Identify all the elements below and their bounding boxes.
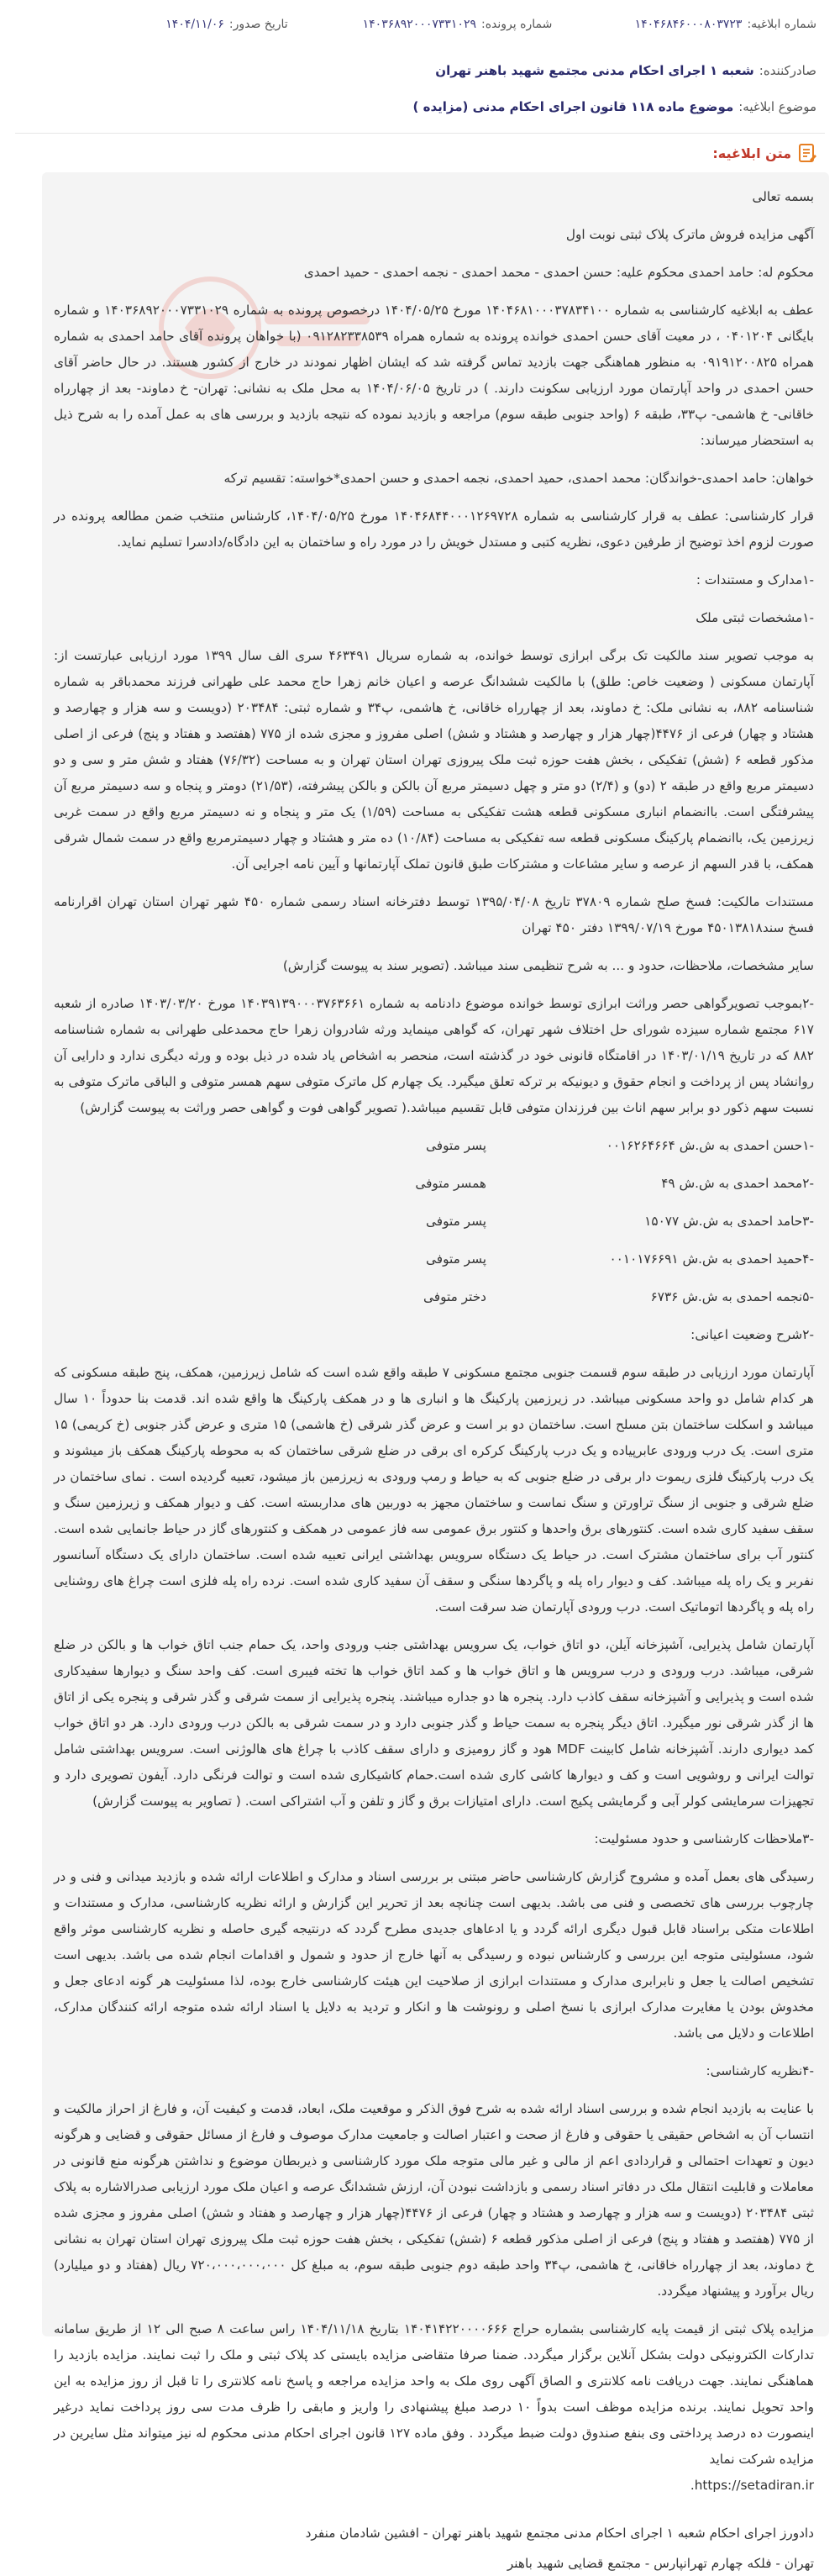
subject xyxy=(413,99,816,114)
divider xyxy=(15,133,825,134)
issue-date-value: ۱۴۰۴/۱۱/۰۶ xyxy=(165,18,224,31)
heir-name: -۴حمید احمدی به ش.ش ۰۰۱۰۱۷۶۶۹۱ xyxy=(609,1251,814,1267)
paragraph-building: آپارتمان مورد ارزیابی در طبقه سوم قسمت جنوبی مجتمع مسکونی ۷ طبقه واقع شده است که شامل زیرزمین، همکف، پنج طبقه مسکونی که هر کدام شامل دو واحد مسکونی میباشد. در زیرزمین پارکینگ ها و انباری ها و در همکف پارکینگ ها واقع شده اند. قدمت بنا حدوداً ۱۰ سال میباشد و اسکلت ساختمان بتن مسلح است. ساختمان دو بر است و عرض گذر شرقی (خ هاشمی) ۱۵ متری و عرض گذر جنوبی (خ کریمی) ۱۵ متری است. یک درب ورودی عابرپیاده و یک درب پارکینگ کرکره ای برقی در ضلع شرقی ساختمان که به محوطه پارکینگ همکف باز میشوند و یک درب پارکینگ فلزی ریموت دار برقی در ضلع جنوبی که به حیاط و رمپ ورودی به زیرزمین باز میشود، تعبیه گردیده است . نمای ساختمان در ضلع شرقی و جنوبی از سنگ تراورتن و سنگ نماست و ساختمان مجهز به دوربین های مداربسته است. کف و دیوار همکف و زیرزمین سنگ و سقف سفید کاری شده است. کنتورهای برق واحدها و کنتور برق عمومی سه فاز عمومی در همکف و کنتورهای گاز در حیاط جانمایی شده است. کنتور آب برای ساختمان مشترک است. در حیاط یک دستگاه سرویس بهداشتی ایرانی تعبیه شده است. ساختمان دارای یک دستگاه آسانسور نفربر و یک راه پله میباشد. کف و دیوار راه پله و پاگردها سنگی و سقف آن سفید کاری شده است. نرده راه پله فلزی است چراغ های روشنایی راه پله و پاگردها اتوماتیک است. درب ورودی آپارتمان ضد سرقت است. xyxy=(54,1365,814,1615)
header-meta xyxy=(0,0,840,49)
registry-heading: -۱مشخصات ثبتی ملک xyxy=(696,610,814,625)
heir-relation: پسر متوفی xyxy=(426,1138,486,1153)
paragraph-ownership: مستندات مالکیت: فسخ صلح شماره ۳۷۸۰۹ تاریخ ۱۳۹۵/۰۴/۰۸ توسط دفترخانه اسناد رسمی شماره ۴۵۰ شهر تهران استان تهران اقرارنامه فسخ سند۴۵۰۱۳۸۱۸ مورخ ۱۳۹۹/۰۷/۱۹ دفتر ۴۵۰ تهران xyxy=(54,894,814,935)
sender-label: صادرکننده: xyxy=(759,63,816,78)
heir-name: -۲محمد احمدی به ش.ش ۴۹ xyxy=(661,1176,814,1191)
paragraph-responsibility: رسیدگی های بعمل آمده و مشروح گزارش کارشناسی حاضر مبتنی بر بررسی اسناد و مدارک و اطلاعات ارائه شده و بازدید میدانی و فنی و در چارچوب بررسی های تخصصی و فنی می باشد. بدیهی است چنانچه بعد از تحریر این گزارش و ارائه نظریه کارشناسی، مدارک و مستندات و اطلاعات متکی براسناد قابل قبول دیگری ارائه گردد و یا ادعاهای جدیدی مطرح گردد که درنتیجه گیری حاصله و نظریه کارشناسی موثر واقع شود، مسئولیتی متوجه این بررسی و کارشناس نبوده و رسیدگی به آنها خارج از حدود و شمول و اقدامات انجام شده می باشد. بدیهی است تشخیص اصالت یا جعل و نابرابری مدارک و مستندات ابرازی از صلاحیت این هیئت کارشناسی خارج بوده، لذا مسئولیت هر گونه ادعای جعل و مخدوش بودن یا مغایرت مدارک ابرازی با نسخ اصلی و رونوشت ها و انکار و تردید به دلایل یا اسناد ارائه شده متوجه ارائه کنندگان مدارک، اطلاعات و دلایل می باشد. xyxy=(54,1869,814,2041)
subject-label: موضوع ابلاغیه: xyxy=(738,99,816,114)
website-link[interactable]: https://setadiran.ir. xyxy=(690,2478,814,2493)
subject-value: موضوع ماده ۱۱۸ قانون اجرای احکام مدنی (مزایده ) xyxy=(412,99,734,114)
judgment-parties: محکوم له: حامد احمدی محکوم علیه: حسن احمدی - محمد احمدی - نجمه احمدی - حمید احمدی xyxy=(303,265,814,280)
opinion-heading: -۴نظریه کارشناسی: xyxy=(706,2063,814,2078)
heir-relation: پسر متوفی xyxy=(426,1251,486,1267)
heir-row xyxy=(54,1171,814,1197)
paragraph-expert-order: قرار کارشناسی: عطف به قرار کارشناسی به شماره ۱۴۰۴۶۸۴۴۰۰۰۱۲۶۹۷۲۸ مورخ ۱۴۰۴/۰۵/۲۵، کارشناس منتخب ضمن مطالعه پرونده در صورت لزوم اخذ توضیح از طرفین دعوی، نظریه کتبی و مستدل خویش را در مورد راه و ساختمان به این دادگاه/دادسرا تسلیم نماید. xyxy=(54,508,814,550)
paragraph-auction: مزایده پلاک ثبتی از قیمت پایه کارشناسی بشماره حراج ۱۴۰۴۱۴۲۲۰۰۰۰۶۶۶ بتاریخ ۱۴۰۴/۱۱/۱۸ راس ساعت ۸ صبح الی ۱۲ از طریق سامانه تدارکات الکترونیکی دولت بشکل آنلاین برگزار میگردد. ضمنا صرفا متقاضی مزایده بایستی کد پلاک ثبتی و ملک را ثبت نمایند. مزایده بازدید را هماهنگی نمایند. جهت دریافت نامه کلانتری و الصاق آگهی روی ملک به واحد مزایده مراجعه و پاسخ نامه کلانتری را تا قبل از روز مزایده به این واحد تحویل نمایند. برنده مزایده موظف است بدواً ۱۰ درصد مبلغ پیشنهادی را واریز و مابقی را ظرف مدت سی روز پرداخت نماید درغیر اینصورت ده درصد پرداختی وی بنفع صندوق دولت ضبط میگردد . وفق ماده ۱۲۷ قانون اجرای احکام مدنی محکوم له نیز میتواند مثل سایرین در مزایده شرکت نماید xyxy=(54,2321,815,2467)
document-icon xyxy=(798,143,816,163)
notice-number-value: ۱۴۰۴۶۸۴۶۰۰۰۸۰۳۷۲۳ xyxy=(634,18,743,31)
notes-heading: -۳ملاحظات کارشناسی و حدود مسئولیت: xyxy=(594,1831,814,1846)
documents-heading: -۱مدارک و مستندات : xyxy=(696,572,814,587)
heir-name: -۳حامد احمدی به ش.ش ۱۵۰۷۷ xyxy=(644,1214,814,1229)
paragraph-deed: به موجب تصویر سند مالکیت تک برگی ابرازی توسط خوانده، به شماره سریال ۴۶۳۴۹۱ سری الف سال ۱۳۹۹ مورد ارزیابی عبارتست از: آپارتمان مسکونی ( وضعیت خاص: طلق) با مالکیت ششدانگ عرصه و اعیان خانم زهرا حاج محمد علی طهرانی فرزند محمدباقر به شماره شناسنامه ۸۸۲، به نشانی ملک: خ دماوند، بعد از چهارراه خاقانی، خ هاشمی، پ۳۴ و شماره ثبتی: ۲۰۳۴۸۴ (دویست و سه هزار و چهارصد و هشتاد و چهار) فرعی از ۴۴۷۶(چهار هزار و چهارصد و هشتاد و شش) اصلی مفروز و مجزی شده از ۷۷۵ (هفتصد و هفتاد و پنج) فرعی از اصلی مذکور قطعه ۶ (شش) تفکیکی ، بخش هفت حوزه ثبت ملک پیروزی تهران استان تهران و به مساحت (۷۶/۳۲) هفتاد و شش متر و سی و دو دسیمتر مربع واقع در طبقه ۲ (دو) و (۲/۴) دو متر و چهل دسیمتر مربع آن بالکن و بالکن پیشرفته، (۲۱/۵۳) دومتر و پنجاه و سه دسیمتر مربع آن پیشرفتگی است. باانضمام انباری مسکونی قطعه هشت تفکیکی به مساحت (۱/۵۹) یک متر و پنجاه و نه دسیمتر مربع واقع در سمت غربی زیرزمین یک، باانضمام پارکینگ مسکونی قطعه سه تفکیکی به مساحت (۱۰/۸۴) ده متر و هشتاد و چهار دسیمترمربع واقع در سمت شمال شرقی همکف، با قدر السهم از عرصه و سایر مشاعات و مشترکات طبق قانون تملک آپارتمانها و آیین نامه اجرایی آن. xyxy=(54,648,815,872)
status-heading: -۲شرح وضعیت اعیانی: xyxy=(690,1327,814,1342)
heir-name: -۵نجمه احمدی به ش.ش ۶۷۳۶ xyxy=(650,1289,814,1304)
paragraph-apartment: آپارتمان شامل پذیرایی، آشپزخانه آیلن، دو اتاق خواب، یک سرویس بهداشتی جنب ورودی واحد، یک حمام جنب اتاق خواب ها و بالکن در ضلع شرقی، میباشد. درب ورودی و درب سرویس ها و اتاق خواب ها و کمد اتاق خواب ها تخته فیبری است. کف واحد سنگ و دیوارها سفیدکاری شده است و پذیرایی و آشپزخانه سقف کاذب دارد. پنجره ها دو جداره میباشند. پنجره پذیرایی از سمت شرقی و گذر شرقی و پنجره یکی از اتاق ها از گذر شرقی نور میگیرد. اتاق دیگر پنجره به سمت حیاط و گذر جنوبی دارد و در سمت شرقی به بالکن درب ورودی دارد. هر دو اتاق خواب کمد دیواری دارند. آشپزخانه شامل کابینت MDF هود و گاز رومیزی و دارای سقف کاذب با چراغ های هالوژنی است. سرویس بهداشتی شامل توالت ایرانی و روشویی است و کف و دیوارها کاشی کاری شده است.حمام کاشیکاری شده است و توالت فرنگی دارد. آیفون تصویری دارد و تجهیزات سرمایشی کولر آبی و گرمایشی پکیج است. دارای امتیازات برق و گاز و تلفن و آب اشتراکی است. ( تصاویر به پیوست گزارش) xyxy=(54,1637,814,1809)
paragraph-inheritance: -۲بموجب تصویرگواهی حصر وراثت ابرازی توسط خوانده موضوع دادنامه به شماره ۱۴۰۳۹۱۳۹۰۰۰۳۷۶۳۶۶۱ مورخ ۱۴۰۳/۰۳/۲۰ صادره از شعبه ۶۱۷ مجتمع شماره سیزده شورای حل اختلاف شهر تهران، که گواهی مینماید ورثه شادروان زهرا حاج محمدعلی طهرانی به شماره شناسنامه ۸۸۲ که در تاریخ ۱۴۰۳/۰۱/۱۹ در اقامتگاه قانونی خود در گذشته است، منحصر به اشخاص یاد شده در ذیل بوده و ورثه دیگری ندارد و دارایی آن روانشاد پس از پرداخت و انجام حقوق و دیونیکه بر ترکه تعلق میگیرد. یک چهارم کل ماترک متوفی سهم همسر متوفی و الباقی ماترک متوفی به نسبت سهم ذکور دو برابر سهم اناث بین فرزندان متوفی قابل تقسیم میباشد.( تصویر گواهی فوت و گواهی حصر وراثت به پیوست گزارش) xyxy=(54,996,815,1115)
case-number xyxy=(288,18,553,31)
notice-number xyxy=(552,18,816,31)
case-number-value: ۱۴۰۳۶۸۹۲۰۰۰۷۳۳۱۰۲۹ xyxy=(362,18,476,31)
sender xyxy=(435,63,816,78)
signature-address: تهران - فلکه چهارم تهرانپارس - مجتمع قضایی شهید باهنر xyxy=(507,2556,814,2571)
heir-relation: پسر متوفی xyxy=(426,1214,486,1229)
case-number-label: شماره پرونده: xyxy=(481,18,553,31)
heir-row xyxy=(54,1133,814,1159)
issue-date-label: تاریخ صدور: xyxy=(228,18,288,31)
heir-relation: همسر متوفی xyxy=(415,1176,486,1191)
paragraph-visit: عطف به ابلاغیه کارشناسی به شماره ۱۴۰۴۶۸۱۰۰۰۳۷۸۳۴۱۰۰ مورخ ۱۴۰۴/۰۵/۲۵ درخصوص پرونده به شماره ۱۴۰۳۶۸۹۲۰۰۰۷۳۳۱۰۲۹ و شماره بایگانی ۰۴۰۱۲۰۴ ، در معیت آقای حسن احمدی خوانده پرونده به شماره همراه ۰۹۱۲۸۲۳۳۸۵۳۹ (با خواهان پرونده آقای حامد احمدی به شماره همراه ۰۹۱۹۱۲۰۰۸۲۵ به منظور هماهنگی جهت بازدید تماس گرفته شد که ایشان اظهار نمودند در خارج از کشور هستند. در حال حاضر آقای حسن احمدی در واحد آپارتمان مورد ارزیابی سکونت دارند. ) در تاریخ ۱۴۰۴/۰۶/۰۵ به محل ملک به نشانی: تهران- خ دماوند- بعد از چهارراه خاقانی- خ هاشمی- پ۳۳، طبقه ۶ (واحد جنوبی طبقه سوم) مراجعه و بازدید نموده که نتیجه بازدید و بررسی های به عمل آمده را به شرح ذیل به استحضار میرساند: xyxy=(54,303,815,448)
heir-row xyxy=(54,1284,814,1310)
heir-name: -۱حسن احمدی به ش.ش ۰۰۱۶۲۶۴۶۶۴ xyxy=(606,1138,814,1153)
section-header xyxy=(712,143,816,163)
sender-value: شعبه ۱ اجرای احکام مدنی مجتمع شهید باهنر تهران xyxy=(435,63,754,78)
section-title: متن ابلاغیه: xyxy=(712,145,791,161)
auction-title: آگهی مزایده فروش ماترک پلاک ثبتی نوبت اول xyxy=(565,227,814,242)
notice-number-label: شماره ابلاغیه: xyxy=(747,18,816,31)
bismillah: بسمه تعالی xyxy=(752,189,814,204)
notice-body xyxy=(42,172,829,2571)
paragraph-other-specs: سایر مشخصات، ملاحظات، حدود و ... به شرح تنظیمی سند میباشد. (تصویر سند به پیوست گزارش) xyxy=(282,958,814,973)
heir-row xyxy=(54,1246,814,1272)
signature-officer: دادورز اجرای احکام شعبه ۱ اجرای احکام مدنی مجتمع شهید باهنر تهران - افشین شادمان منفرد xyxy=(305,2526,814,2541)
heir-relation: دختر متوفی xyxy=(423,1289,486,1304)
paragraph-valuation: با عنایت به بازدید انجام شده و بررسی اسناد ارائه شده به شرح فوق الذکر و موقعیت ملک، ابعاد، قدمت و کیفیت آن، و فارغ از احراز مالکیت و انتساب آن به اشخاص حقیقی یا حقوقی و فارغ از صحت و اعتبار اصالت و جامعیت مدارک موصوف و فارغ از مسائل حقوقی و قضایی و هرگونه دیون و تعهدات احتمالی و قراردادی اعم از مالی و غیر مالی متوجه ملک مورد کارشناسی و ذیربطان موضوع و نداشتن هرگونه منع قانونی در معاملات و قابلیت انتقال ملک در دفاتر اسناد رسمی و بازداشت نبودن آن، ارزش ششدانگ عرصه و اعیان ملک مورد ارزیابی صدرالاشاره به پلاک ثبتی ۲۰۳۴۸۴ (دویست و سه هزار و چهارصد و هشتاد و چهار) فرعی از ۴۴۷۶(چهار هزار و چهارصد و هفتاد و شش) اصلی مفروز و مجزی شده از ۷۷۵ (هفتصد و هفتاد و پنج) فرعی از اصلی مذکور قطعه ۶ (شش) تفکیکی ، بخش هفت حوزه ثبت ملک پیروزی تهران استان تهران به نشانی خ دماوند، بعد از چهارراه خاقانی، خ هاشمی، پ۳۴ واحد طبقه دوم جنوبی طبقه سوم، به مبلغ کل ۷۲۰،۰۰۰،۰۰۰،۰۰۰ ریال (هفتاد و دو میلیارد) ریال برآورد و پیشنهاد میگردد. xyxy=(54,2101,815,2299)
issue-date xyxy=(24,18,288,31)
case-parties: خواهان: حامد احمدی-خواندگان: محمد احمدی، حمید احمدی، نجمه احمدی و حسن احمدی*خواسته: تقسیم ترکه xyxy=(223,471,814,486)
heir-row xyxy=(54,1209,814,1235)
